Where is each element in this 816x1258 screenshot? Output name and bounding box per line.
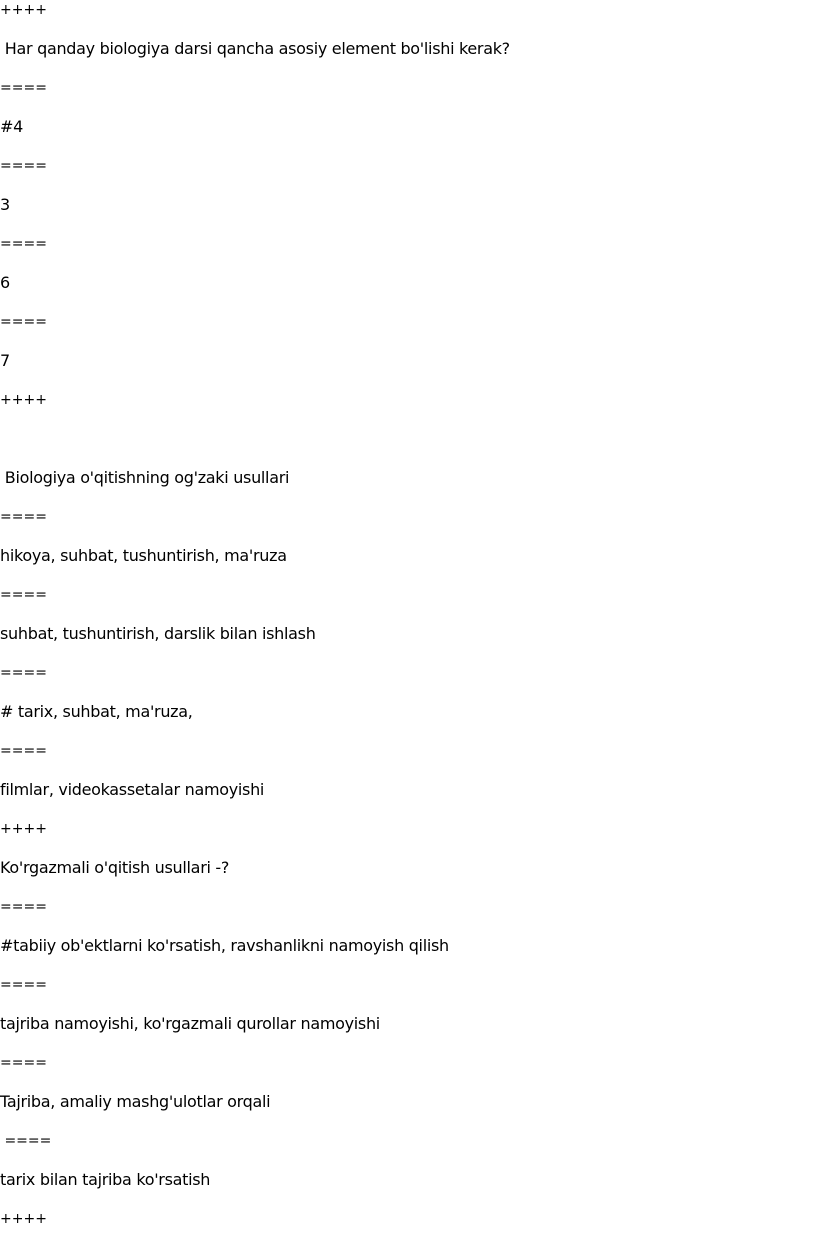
text-line: hikoya, suhbat, tushuntirish, ma'ruza [0, 546, 287, 565]
text-line: Har qanday biologiya darsi qancha asosiy element bo'lishi kerak? [0, 39, 510, 58]
separator-line: ==== [0, 665, 47, 681]
text-line: 3 [0, 195, 10, 214]
separator-line: ++++ [0, 2, 47, 18]
text-line: 7 [0, 351, 10, 370]
text-line: tarix bilan tajriba ko'rsatish [0, 1170, 211, 1189]
text-line: # tarix, suhbat, ma'ruza, [0, 702, 193, 721]
separator-line: ++++ [0, 1211, 47, 1227]
text-line: Biologiya o'qitishning og'zaki usullari [0, 468, 290, 487]
separator-line: ==== [0, 80, 47, 96]
separator-line: ==== [0, 314, 47, 330]
text-line: suhbat, tushuntirish, darslik bilan ishlash [0, 624, 316, 643]
separator-line: ==== [0, 236, 47, 252]
separator-line: ==== [0, 899, 47, 915]
separator-line: ++++ [0, 392, 47, 408]
separator-line: ==== [0, 509, 47, 525]
text-line: #4 [0, 117, 23, 136]
separator-line: ==== [0, 1133, 52, 1149]
text-line: Tajriba, amaliy mashg'ulotlar orqali [0, 1092, 271, 1111]
separator-line: ++++ [0, 821, 47, 837]
separator-line: ==== [0, 587, 47, 603]
text-line: tajriba namoyishi, ko'rgazmali qurollar namoyishi [0, 1014, 380, 1033]
separator-line: ==== [0, 158, 47, 174]
text-line: #tabiiy ob'ektlarni ko'rsatish, ravshanlikni namoyish qilish [0, 936, 449, 955]
text-line: Ko'rgazmali o'qitish usullari -? [0, 858, 230, 877]
separator-line: ==== [0, 977, 47, 993]
text-line: 6 [0, 273, 10, 292]
separator-line: ==== [0, 1055, 47, 1071]
separator-line: ==== [0, 743, 47, 759]
text-line: filmlar, videokassetalar namoyishi [0, 780, 265, 799]
